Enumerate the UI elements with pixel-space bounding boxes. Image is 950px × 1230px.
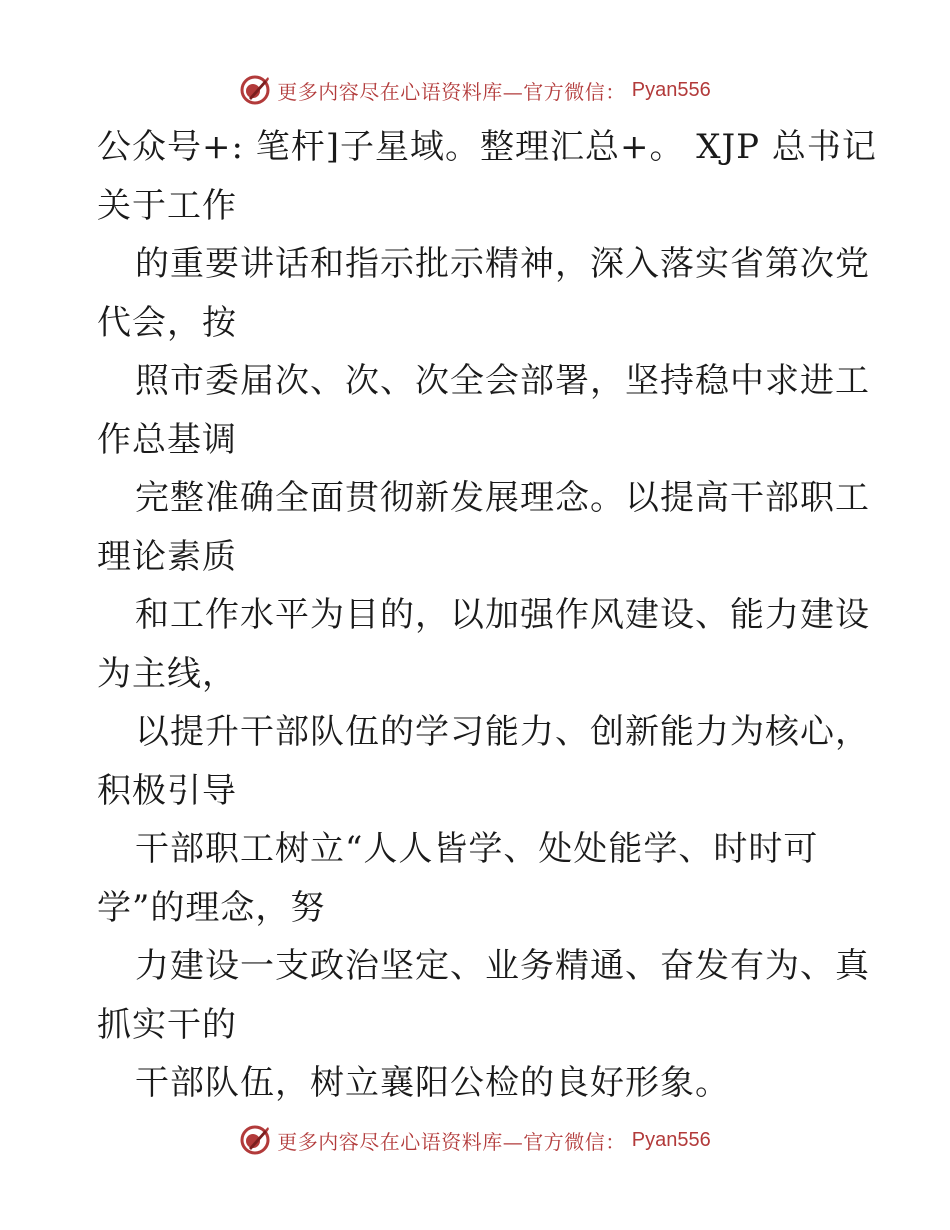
text-line-2: 关于工作 [97,185,237,226]
text-line-5: 照市委届次、次、次全会部署，坚持稳中求进工 [135,361,870,401]
footer-wechat-id: Pyan556 [631,1128,711,1151]
text-line-14: 学”的理念，努 [97,887,326,928]
text-line-17: 干部队伍，树立襄阳公检的良好形象。 [135,1063,730,1103]
header-wechat-id: Pyan556 [631,78,711,101]
pen-logo-icon [239,1124,271,1156]
text-line-8: 理论素质 [97,536,237,577]
footer-watermark-text: 更多内容尽在心语资料库—官方微信： [277,1129,626,1154]
header-watermark-text: 更多内容尽在心语资料库—官方微信： [277,79,626,104]
text-line-7: 完整准确全面贯彻新发展理念。以提高干部职工 [135,478,870,518]
text-line-11: 以提升干部队伍的学习能力、创新能力为核心， [135,712,870,752]
text-line-13: 干部职工树立“人人皆学、处处能学、时时可 [135,829,819,869]
document-body [97,118,877,1113]
text-line-16: 抓实干的 [97,1004,237,1045]
text-line-1: 公众号+: 笔杆]子星域。整理汇总+。 XJP 总书记 [97,127,877,167]
text-line-12: 积极引导 [97,770,237,811]
text-line-4: 代会，按 [97,302,237,343]
text-line-6: 作总基调 [97,419,237,460]
footer-watermark [0,1120,950,1160]
text-line-10: 为主线， [97,653,237,694]
header-watermark [0,70,950,110]
text-line-3: 的重要讲话和指示批示精神，深入落实省第次党 [135,244,870,284]
text-line-15: 力建设一支政治坚定、业务精通、奋发有为、真 [135,946,870,986]
text-line-9: 和工作水平为目的，以加强作风建设、能力建设 [135,595,870,635]
pen-logo-icon [239,74,271,106]
